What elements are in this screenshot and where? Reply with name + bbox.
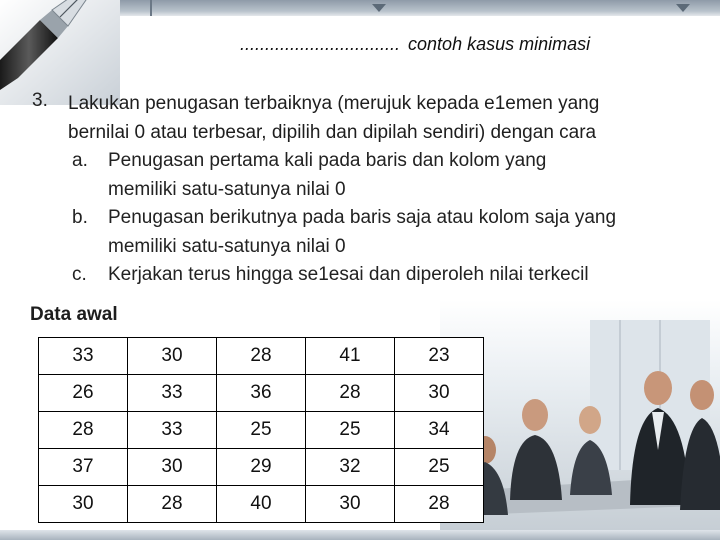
slide-header <box>240 34 700 55</box>
table-cell: 28 <box>217 338 306 375</box>
sub-item-text: Penugasan pertama kali pada baris dan kolom yang <box>108 150 547 171</box>
table-cell: 40 <box>217 486 306 523</box>
table-cell: 30 <box>128 449 217 486</box>
table-cell: 33 <box>39 338 128 375</box>
list-item-line-2: bernilai 0 atau terbesar, dipilih dan dipilah sendiri) dengan cara <box>68 121 597 143</box>
table-cell: 28 <box>39 412 128 449</box>
banner-ridge <box>150 0 152 16</box>
table-cell: 30 <box>395 375 484 412</box>
table-cell: 28 <box>128 486 217 523</box>
banner-notch <box>676 4 690 12</box>
table-row <box>39 412 484 449</box>
sub-item-a <box>72 147 692 204</box>
table-cell: 25 <box>217 412 306 449</box>
table-cell: 41 <box>306 338 395 375</box>
table-cell: 29 <box>217 449 306 486</box>
sub-item-b <box>72 204 692 261</box>
table-cell: 30 <box>128 338 217 375</box>
header-title: contoh kasus minimasi <box>408 34 591 54</box>
table-cell: 30 <box>306 486 395 523</box>
table-cell: 36 <box>217 375 306 412</box>
table-row <box>39 375 484 412</box>
table-cell: 33 <box>128 375 217 412</box>
sub-item-text: Penugasan berikutnya pada baris saja atau kolom saja yang <box>108 207 617 228</box>
sub-item-c <box>72 261 692 290</box>
table-cell: 28 <box>306 375 395 412</box>
table-row <box>39 338 484 375</box>
sub-item-letter: c. <box>72 264 87 285</box>
table-cell: 25 <box>306 412 395 449</box>
table-cell: 37 <box>39 449 128 486</box>
sub-item-text: memiliki satu-satunya nilai 0 <box>108 178 346 200</box>
table-cell: 26 <box>39 375 128 412</box>
table-cell: 23 <box>395 338 484 375</box>
list-item-line-1: Lakukan penugasan terbaiknya (merujuk kepada e1emen yang <box>68 93 600 114</box>
bottom-banner-strip <box>0 530 720 540</box>
table-cell: 33 <box>128 412 217 449</box>
data-awal-title: Data awal <box>30 304 118 325</box>
list-number: 3. <box>32 90 48 111</box>
banner-notch <box>372 4 386 12</box>
sub-item-letter: b. <box>72 207 88 228</box>
table-cell: 28 <box>395 486 484 523</box>
table-cell: 30 <box>39 486 128 523</box>
header-dots: ................................ <box>240 34 401 54</box>
sub-item-letter: a. <box>72 150 88 171</box>
table-cell: 32 <box>306 449 395 486</box>
table-cell: 25 <box>395 449 484 486</box>
sub-item-text: Kerjakan terus hingga se1esai dan diperoleh nilai terkecil <box>108 264 589 285</box>
data-table <box>38 337 484 523</box>
table-cell: 34 <box>395 412 484 449</box>
table-row <box>39 486 484 523</box>
sub-item-text: memiliki satu-satunya nilai 0 <box>108 235 346 257</box>
table-row <box>39 449 484 486</box>
